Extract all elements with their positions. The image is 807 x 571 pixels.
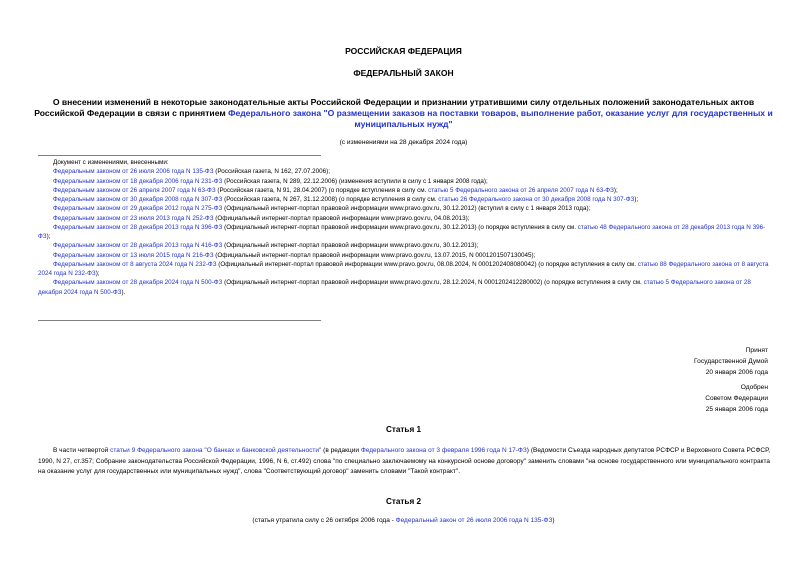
change-item-law-link[interactable]: Федеральным законом от 13 июля 2015 года N 216-ФЗ [53, 251, 214, 259]
change-item-law-link[interactable]: Федеральным законом от 23 июля 2013 года N 252-ФЗ [53, 214, 214, 222]
header-law-type: ФЕДЕРАЛЬНЫЙ ЗАКОН [353, 68, 454, 78]
change-item-law-link[interactable]: Федеральным законом от 28 декабря 2013 года N 416-ФЗ [53, 242, 223, 250]
article-2-text-a: (статья утратила силу с 26 октября 2006 года - [252, 517, 396, 524]
article-1-heading: Статья 1 [385, 425, 422, 434]
adoption-block [694, 345, 768, 378]
document-title-link[interactable]: Федерального закона "О размещении заказов на поставки товаров, выполнение работ, оказание услуг для государственных и муниципальных нужд" [228, 108, 773, 129]
change-item-law-link[interactable]: Федеральным законом от 26 апреля 2007 года N 63-ФЗ [53, 186, 216, 194]
document-title [30, 97, 777, 130]
change-item [38, 260, 770, 279]
change-item-article-link[interactable]: статью 48 Федерального закона от 28 декабря 2013 года N 396-ФЗ [38, 223, 766, 240]
change-item [38, 278, 770, 297]
article-2-heading: Статья 2 [385, 497, 422, 506]
approved-line: Одобрен [740, 384, 768, 391]
change-item-law-link[interactable]: Федеральным законом от 28 декабря 2024 года N 500-ФЗ [53, 279, 223, 287]
change-item-law-link[interactable]: Федеральным законом от 26 июля 2006 года N 135-ФЗ [53, 168, 214, 176]
change-item [38, 204, 770, 213]
article-1-text-c: ) (Ведомости Съезда народных депутатов РСФСР и Верховного Совета РСФСР, 1990, N 27, ст.357; Собрание законодательства Российской Федерации, 1996, N 6, ст.492) слова "по специально заключаемому на конкурсной основе договору" заменить словами "на основе государственного или муниципального контракта на оказание услуг для государственных или муниципальных нужд", слова "Соответствующий договор" заменить словами "Такой контракт". [38, 447, 771, 475]
document-title-text: О внесении изменений в некоторые законодательные акты Российской Федерации и признании утратившими силу отдельных положений законодательных актов Российской Федерации в связи с принятием [34, 97, 755, 118]
approval-block [705, 382, 768, 415]
change-item-text: (Официальный интернет-портал правовой информации www.pravo.gov.ru, 30.12.2013) (о порядке вступления в силу см. [222, 223, 578, 231]
article-1-text-a: В части четвертой [53, 447, 111, 454]
change-item-text: (Официальный интернет-портал правовой информации www.pravo.gov.ru, 04.08.2013); [213, 214, 470, 222]
article-2-body [0, 517, 807, 524]
changes-divider-top [38, 155, 321, 156]
approved-date: 25 января 2006 года [705, 406, 768, 413]
change-item-text: (Российская газета, N 91, 28.04.2007) (о порядке вступления в силу см. [215, 186, 429, 194]
change-item-law-link[interactable]: Федеральным законом от 30 декабря 2008 года N 307-ФЗ [53, 196, 223, 203]
change-item-text: (Российская газета, N 162, 27.07.2006); [213, 168, 331, 176]
change-item-tail: ); [95, 270, 100, 277]
change-item-article-link[interactable]: статью 5 Федерального закона от 26 апреля 2007 года N 63-ФЗ [428, 186, 614, 194]
change-item-article-link[interactable]: статью 5 Федерального закона от 28 декабря 2024 года N 500-ФЗ [38, 279, 751, 296]
change-item [38, 177, 770, 186]
article-2-link[interactable]: Федеральный закон от 26 июля 2006 года N 135-ФЗ [395, 517, 553, 524]
change-item-law-link[interactable]: Федеральным законом от 28 декабря 2013 года N 396-ФЗ [53, 223, 223, 231]
change-item [38, 195, 770, 204]
changes-list [38, 158, 770, 297]
change-item-text: (Официальный интернет-портал правовой информации www.pravo.gov.ru, 30.12.2012) (вступил в силу с 1 января 2013 года); [222, 205, 591, 213]
changes-intro: Документ с изменениями, внесенными: [53, 159, 169, 166]
change-item-tail: ). [121, 288, 126, 296]
change-item-law-link[interactable]: Федеральным законом от 29 декабря 2012 года N 275-ФЗ [53, 205, 223, 213]
change-item-text: (Официальный интернет-портал правовой информации www.pravo.gov.ru, 30.12.2013); [222, 242, 479, 250]
article-1-body [38, 446, 770, 478]
change-item-tail: ); [634, 196, 639, 203]
changes-divider-bottom [38, 320, 321, 321]
change-item-article-link[interactable]: статью 26 Федерального закона от 30 декабря 2008 года N 307-ФЗ [438, 196, 635, 203]
change-item-text: (Российская газета, N 289, 22.12.2006) (изменения вступили в силу с 1 января 2008 года); [222, 177, 488, 185]
edition-note: (с изменениями на 28 декабря 2024 года) [339, 139, 468, 146]
article-1-text-b: (в редакции [321, 447, 361, 454]
article-2-text-b: ) [552, 517, 555, 524]
approved-by: Советом Федерации [705, 395, 768, 402]
change-item-law-link[interactable]: Федеральным законом от 18 декабря 2006 года N 231-ФЗ [53, 177, 223, 185]
change-item [38, 214, 770, 223]
change-item [38, 251, 770, 260]
change-item-text: (Официальный интернет-портал правовой информации www.pravo.gov.ru, 08.08.2024, N 0001202408080042) (о порядке вступления в силу см. [216, 260, 638, 268]
change-item [38, 167, 770, 176]
article-1-link-17fz[interactable]: Федерального закона от 3 февраля 1996 года N 17-ФЗ [360, 447, 527, 454]
adopted-line: Принят [745, 347, 768, 354]
header-federation: РОССИЙСКАЯ ФЕДЕРАЦИЯ [345, 46, 462, 56]
change-item-tail: ); [46, 233, 51, 240]
article-1-link-banking-law[interactable]: статьи 9 Федерального закона "О банках и банковской деятельности" [110, 447, 322, 454]
change-item [38, 241, 770, 250]
change-item-law-link[interactable]: Федеральным законом от 8 августа 2024 года N 232-ФЗ [53, 260, 217, 268]
change-item [38, 223, 770, 242]
change-item-text: (Российская газета, N 267, 31.12.2008) (о порядке вступления в силу см. [222, 196, 439, 203]
adopted-by: Государственной Думой [694, 358, 768, 365]
change-item-tail: ); [613, 186, 618, 194]
change-item-text: (Официальный интернет-портал правовой информации www.pravo.gov.ru, 28.12.2024, N 0001202412280002) (о порядке вступления в силу см. [222, 279, 644, 287]
change-items [38, 167, 770, 297]
change-item-text: (Официальный интернет-портал правовой информации www.pravo.gov.ru, 13.07.2015, N 0001201507130045); [213, 251, 536, 259]
change-item [38, 186, 770, 195]
adopted-date: 20 января 2006 года [705, 369, 768, 376]
change-item-article-link[interactable]: статью 88 Федерального закона от 8 августа 2024 года N 232-ФЗ [38, 260, 769, 277]
